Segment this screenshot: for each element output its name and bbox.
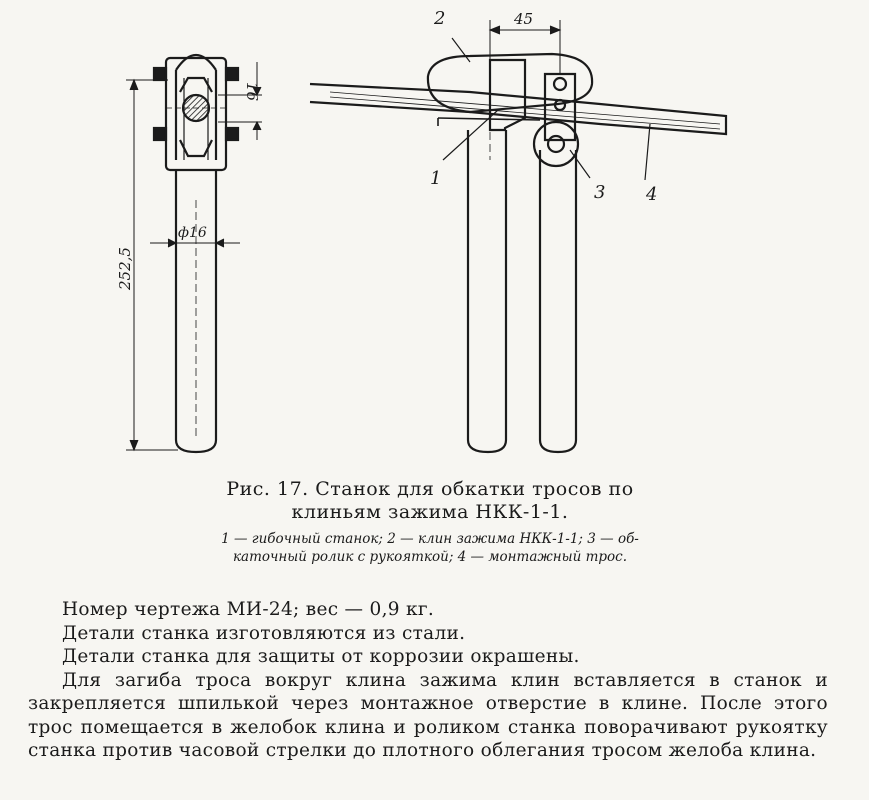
callout-3: 3	[594, 182, 606, 203]
body-text	[28, 598, 828, 763]
drawing-number-line: Номер чертежа МИ-24; вес — 0,9 кг.	[62, 599, 435, 620]
dimension-phi16: ф16	[178, 225, 207, 241]
dimension-252-5: 252,5	[116, 247, 134, 290]
legend-line-2: каточный ролик с рукояткой; 4 — монтажный трос.	[232, 549, 628, 565]
legend-line-1: 1 — гибочный станок; 2 — клин зажима НКК-1-1; 3 — об-	[221, 531, 639, 547]
side-view	[126, 55, 262, 452]
dimension-45: 45	[514, 10, 534, 28]
figure-legend	[150, 530, 710, 566]
instructions-paragraph: Для загиба троса вокруг клина зажима клин вставляется в станок и закрепляется шпилькой через монтажное отверстие в клине. После этого трос помещается в желобок клина и роликом станка поворачивают рукоятку станка против часовой стрелки до плотного облегания тросом желоба клина.	[28, 669, 828, 761]
callout-1: 1	[430, 168, 442, 189]
callout-4: 4	[646, 184, 658, 205]
figure-caption	[150, 478, 710, 524]
caption-line-2: клиньям зажима НКК-1-1.	[291, 501, 569, 523]
callout-2: 2	[434, 8, 446, 29]
dimension-16: 16	[243, 82, 261, 102]
front-view	[310, 20, 726, 452]
material-line: Детали станка изготовляются из стали.	[62, 622, 466, 644]
caption-line-1: Рис. 17. Станок для обкатки тросов по	[226, 478, 634, 500]
corrosion-line: Детали станка для защиты от коррозии окрашены.	[62, 646, 580, 667]
